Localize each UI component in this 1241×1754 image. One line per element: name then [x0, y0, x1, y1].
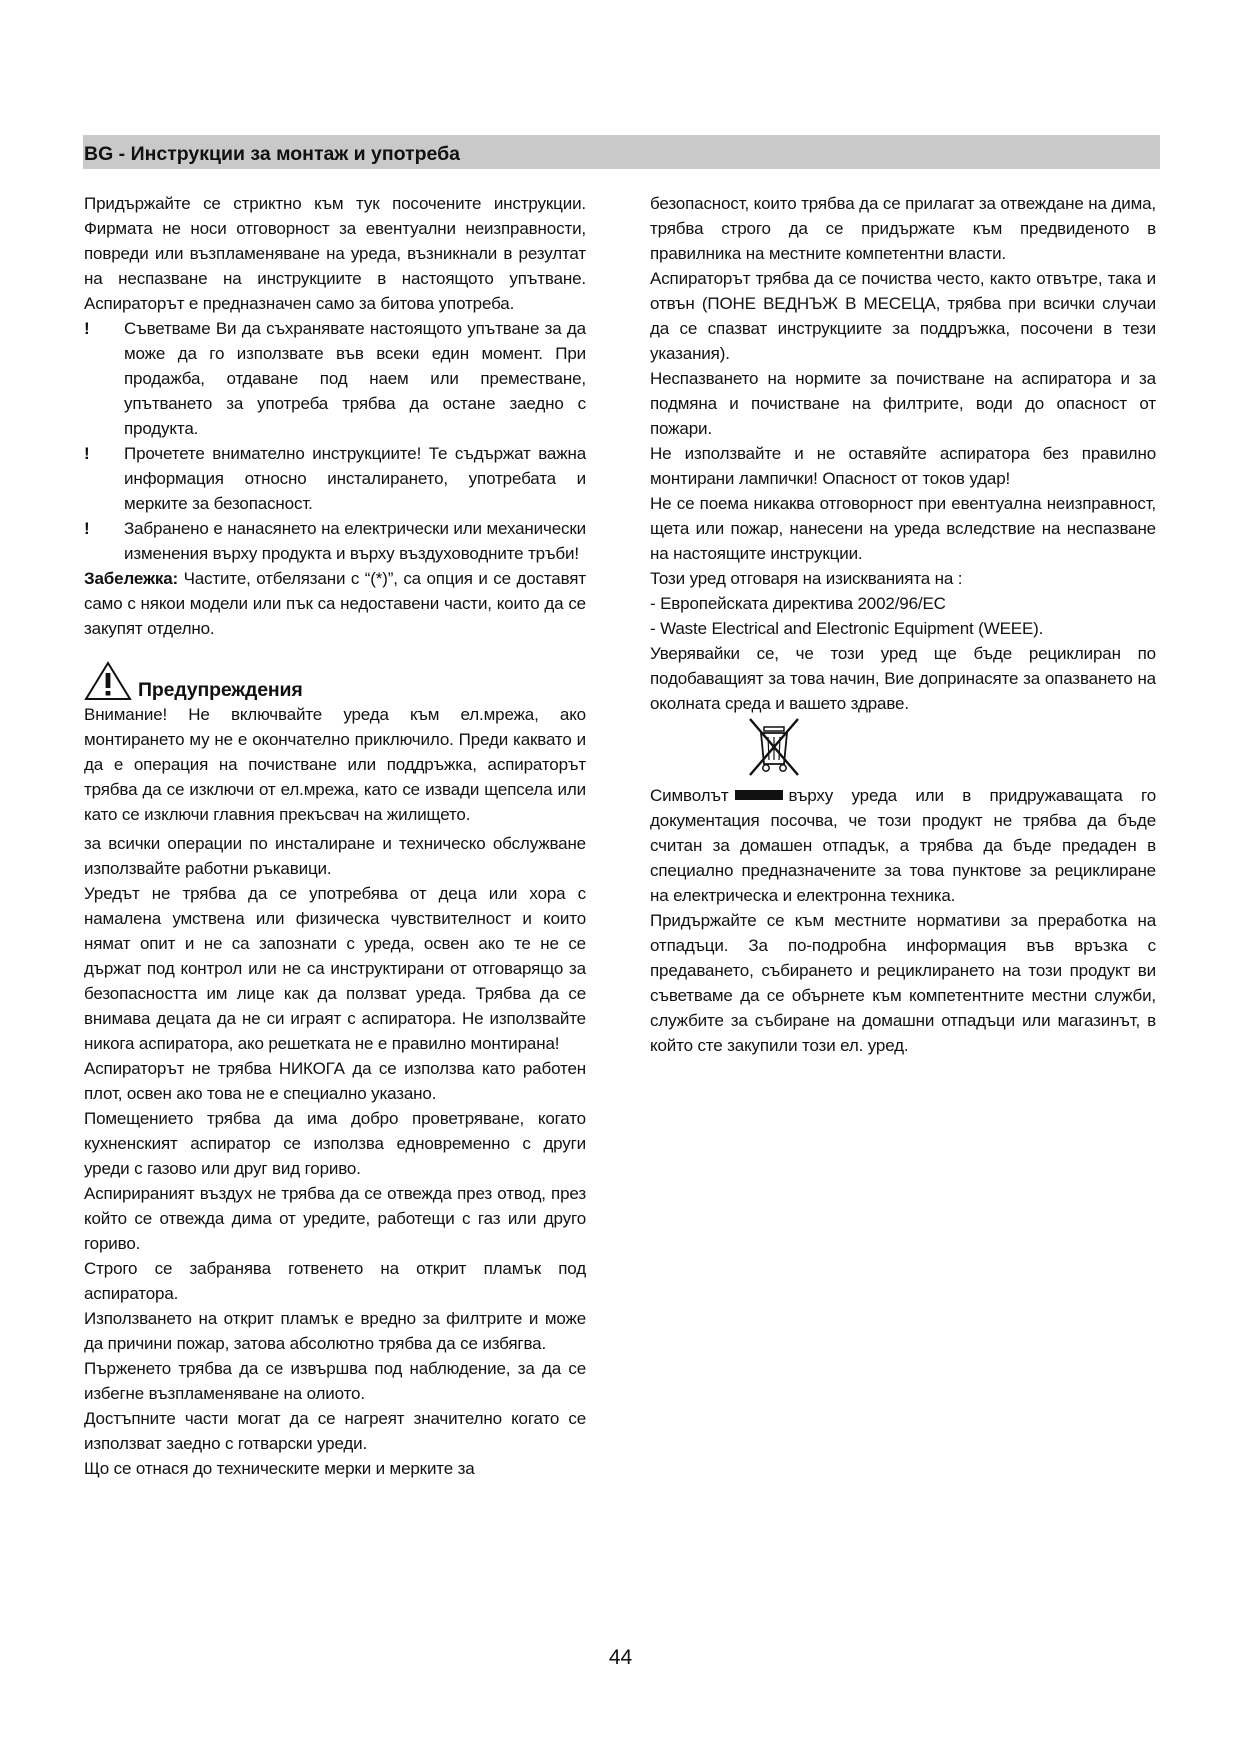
body-paragraph: Неспазването на нормите за почистване на аспиратора и за подмяна и почистване на филтрите, води до опасност от пожари. — [650, 369, 1156, 438]
warning-paragraph: Пърженето трябва да се извършва под наблюдение, за да се избегне възпламеняване на олиото. — [84, 1359, 586, 1403]
bullet-item — [84, 316, 586, 441]
warnings-title: Предупреждения — [138, 679, 303, 701]
body-paragraph: Не се поема никаква отговорност при евентуална неизправност, щета или пожар, нанесени на уреда вследствие на неспазване на настоящите инструкции. — [650, 494, 1156, 563]
warning-paragraph: Строго се забранява готвенето на открит пламък под аспиратора. — [84, 1259, 586, 1303]
symbol-paragraph — [650, 783, 1156, 908]
warning-paragraph: Внимание! Не включвайте уреда към ел.мрежа, ако монтирането му не е окончателно приключило. Преди каквато и да е операция на почистване или поддръжка, аспираторът трябва да се изключи от ел.мрежа, като се извади щепсела или като се изключи главния прекъсвач на жилището. — [84, 705, 586, 824]
body-paragraph: безопасност, които трябва да се прилагат за отвеждане на дима, трябва строго да се придържате към предвиденото в правилника на местните компетентни власти. — [650, 194, 1156, 263]
symbol-text-before: Символът — [650, 786, 729, 805]
body-paragraph: - Европейската директива 2002/96/EC — [650, 594, 946, 613]
warning-paragraph: Помещението трябва да има добро проветряване, когато кухненският аспиратор се използва едновременно с други уреди с газово или друг вид гориво. — [84, 1109, 586, 1178]
body-paragraph: Този уред отговаря на изискванията на : — [650, 569, 963, 588]
bullet-item — [84, 516, 586, 566]
warning-paragraph: Уредът не трябва да се употребява от деца или хора с намалена умствена или физическа чувствителност и които нямат опит и не са запознати с уреда, освен ако те не се държат под контрол или не са инструктирани от отговарящо за безопасността им лице как да ползват уреда. Трябва да се внимава децата да не си играят с аспиратора. Не използвайте никога аспиратора, ако решетката не е правилно монтирана! — [84, 884, 586, 1053]
page-number: 44 — [608, 1646, 633, 1669]
bullet-text: Съветваме Ви да съхранявате настоящото упътване за да може да го използвате във всеки един момент. При продажба, отдаване под наем или преместване, упътването за употреба трябва да остане заедно с продукта. — [124, 319, 586, 438]
note-label: Забележка: — [84, 569, 179, 588]
exclamation-icon: ! — [84, 444, 90, 463]
body-paragraph: Не използвайте и не оставяйте аспиратора без правилно монтирани лампички! Опасност от токов удар! — [650, 444, 1156, 488]
exclamation-icon: ! — [84, 519, 90, 538]
symbol-text-after: върху уреда или в придружаващата го документация посочва, че този продукт не трябва да бъде считан за домашен отпадък, а трябва да бъде предаден в специално предназначените за това пунктове за рециклиране на електрическа и електронна техника. — [650, 786, 1156, 905]
bullet-item — [84, 441, 586, 516]
body-paragraph: - Waste Electrical and Electronic Equipment (WEEE). — [650, 619, 1044, 638]
section-title: BG - Инструкции за монтаж и употреба — [84, 143, 460, 165]
section-header — [83, 135, 1160, 169]
body-paragraph: Уверявайки се, че този уред ще бъде рециклиран по подобаващият за това начин, Вие допринасяте за опазването на околната среда и вашето здраве. — [650, 644, 1156, 713]
warnings-heading — [84, 659, 586, 701]
warning-paragraph: за всички операции по инсталиране и техническо обслужване използвайте работни ръкавици. — [84, 834, 586, 878]
warning-triangle-icon — [84, 661, 132, 701]
left-column — [84, 191, 586, 1481]
bullet-text: Забранено е нанасянето на електрически или механически изменения върху продукта и върху въздуховодните тръби! — [124, 519, 586, 563]
exclamation-icon: ! — [84, 319, 90, 338]
black-bar-symbol — [735, 790, 783, 800]
warning-paragraph: Аспирираният въздух не трябва да се отвежда през отвод, през който се отвежда дима от уредите, работещи с газ или друго гориво. — [84, 1184, 586, 1253]
closing-paragraph: Придържайте се към местните нормативи за преработка на отпадъци. За по-подробна информация във връзка с предаването, събирането и рециклирането на този продукт ви съветваме да се обърнете към компетентните местни служби, службите за събиране на домашни отпадъци или магазинът, в който сте закупили този ел. уред. — [650, 911, 1156, 1055]
warning-paragraph: Аспираторът не трябва НИКОГА да се използва като работен плот, освен ако това не е специално указано. — [84, 1059, 586, 1103]
body-paragraph: Аспираторът трябва да се почиства често, както отвътре, така и отвън (ПОНЕ ВЕДНЪЖ В МЕСЕЦА, трябва при всички случаи да се спазват инструкциите за поддръжка, посочени в тези указания). — [650, 269, 1156, 363]
right-column — [650, 191, 1156, 1058]
crossed-bin-icon — [747, 716, 801, 778]
note-paragraph — [84, 566, 586, 641]
bullet-text: Прочетете внимателно инструкциите! Те съдържат важна информация относно инсталирането, употребата и мерките за безопасност. — [124, 444, 586, 513]
warning-paragraph: Достъпните части могат да се нагреят значително когато се използват заедно с готварски уреди. — [84, 1409, 586, 1453]
warning-paragraph: Що се отнася до техническите мерки и мерките за — [84, 1459, 475, 1478]
weee-symbol — [650, 716, 1156, 780]
warning-paragraph: Използването на открит пламък е вредно за филтрите и може да причини пожар, затова абсолютно трябва да се избягва. — [84, 1309, 586, 1353]
intro-paragraph: Придържайте се стриктно към тук посочените инструкции. Фирмата не носи отговорност за евентуални неизправности, повреди или възпламеняване на уреда, възникнали в резултат на неспазване на инструкциите в настоящото упътване. Аспираторът е предназначен само за битова употреба. — [84, 194, 586, 313]
note-text: Частите, отбелязани с “(*)”, са опция и се доставят само с някои модели или пък са недоставени части, които да се закупят отделно. — [84, 569, 586, 638]
